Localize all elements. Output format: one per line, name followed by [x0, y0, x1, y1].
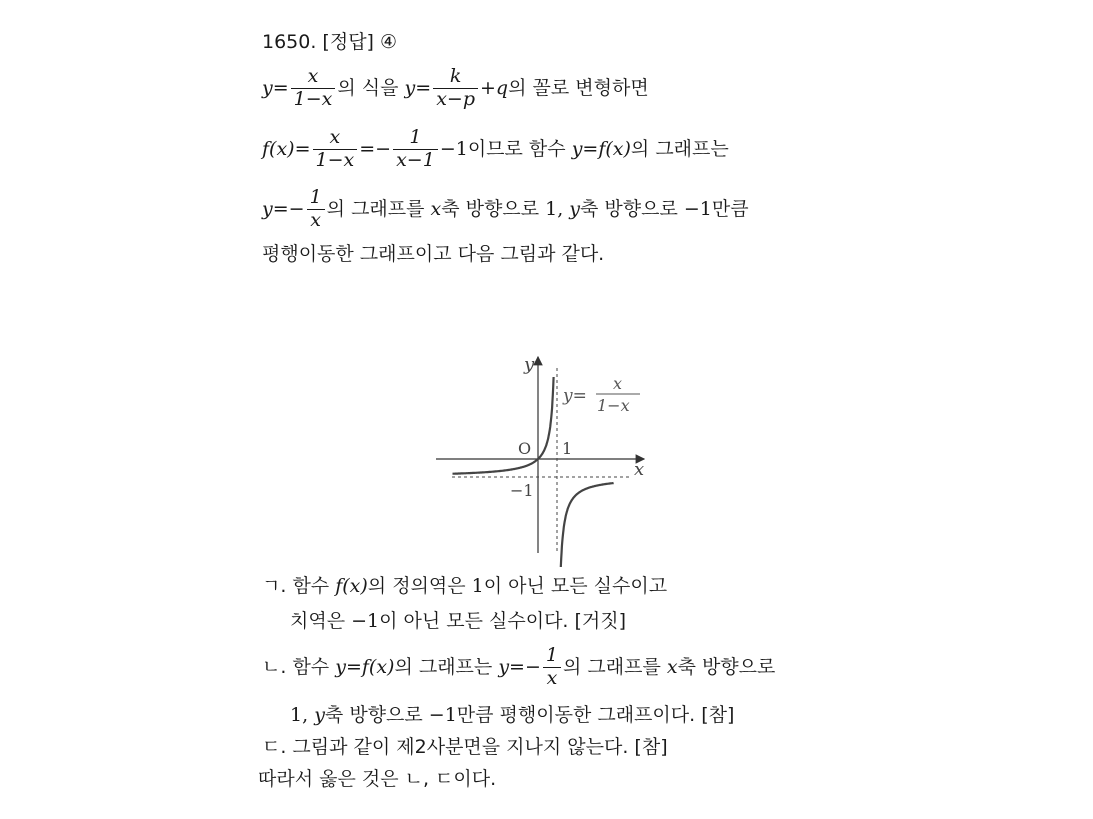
- text-segment: 의 그래프를: [562, 655, 661, 678]
- math-plus-q: +q: [480, 76, 509, 99]
- math-y: y: [569, 197, 581, 220]
- math-y: y: [314, 704, 325, 726]
- y-tick-label: −1: [510, 481, 534, 500]
- text-segment: 의 그래프를: [326, 197, 425, 220]
- fraction-denominator: 1−x: [293, 87, 333, 110]
- fraction-numerator: k: [449, 65, 462, 87]
- math-neg-one: −1: [351, 610, 380, 632]
- origin-label: O: [518, 439, 532, 458]
- curve-label-denominator: 1−x: [597, 396, 630, 415]
- math-neg-one: −1: [428, 704, 457, 726]
- math-fx: f(x): [262, 137, 295, 160]
- text-segment: 의 정의역은: [367, 575, 466, 597]
- problem-header: 1650. [정답] ④: [262, 31, 398, 53]
- math-x: x: [666, 655, 678, 678]
- fraction-numerator: 1: [545, 644, 558, 666]
- text-segment: 축 방향으로: [580, 197, 678, 220]
- math-y: y: [262, 76, 273, 99]
- text-line-4: 평행이동한 그래프이고 다음 그림과 같다.: [262, 243, 605, 265]
- fraction-denominator: x−p: [436, 87, 476, 110]
- text-segment: 이 아닌 모든 실수이고: [483, 575, 668, 597]
- text-segment: 함수: [292, 575, 330, 597]
- math-one: 1,: [545, 197, 564, 220]
- math-one: 1: [471, 575, 484, 597]
- curve-label-numerator: x: [613, 374, 623, 393]
- math-x: x: [430, 197, 442, 220]
- fraction-denominator: 1−x: [315, 148, 355, 171]
- x-axis-label: x: [634, 459, 645, 480]
- math-y-equals-minus: y=−: [498, 655, 541, 678]
- item-n-line-2: [290, 706, 734, 725]
- text-segment: 만큼 평행이동한 그래프이다. [참]: [456, 704, 735, 726]
- math-neg-one: −1: [683, 197, 712, 220]
- fraction-numerator: x: [307, 65, 319, 87]
- text-segment: 축 방향으로: [441, 197, 540, 220]
- text-segment: 의 꼴로 변형하면: [508, 76, 649, 99]
- fraction-denominator: x: [546, 666, 558, 689]
- text-line-2: f(x)= $\frac{x}{1-x}$ =− $\frac{1}{x-1}$ −1이므로 함수 y=f(x)의 그래프는: [262, 126, 729, 171]
- math-minus-1: −1: [439, 137, 468, 160]
- item-n-line-1: [262, 645, 775, 690]
- text-segment: 치역은: [290, 610, 346, 632]
- text-segment: 이 아닌 모든 실수이다. [거짓]: [379, 610, 627, 632]
- curve-branch-right: [561, 483, 614, 567]
- math-one: 1,: [290, 704, 309, 726]
- curve-label-y: y=: [563, 386, 587, 406]
- math-equals-minus: =−: [359, 137, 392, 160]
- math-y: y: [404, 76, 416, 99]
- fraction-numerator: x: [329, 126, 341, 148]
- fraction-denominator: x−1: [396, 148, 435, 171]
- bullet-n: ㄴ.: [262, 655, 287, 678]
- fraction-numerator: 1: [409, 126, 422, 148]
- item-d: ㄷ. 그림과 같이 제2사분면을 지나지 않는다. [참]: [262, 736, 668, 758]
- math-equals: =: [272, 76, 289, 99]
- item-g-line-2: [290, 612, 626, 631]
- y-axis-label: y: [524, 354, 535, 375]
- conclusion: 따라서 옳은 것은 ㄴ, ㄷ이다.: [258, 768, 497, 790]
- text-segment: 의 그래프는: [630, 137, 729, 160]
- text-segment: 축 방향으로: [324, 704, 423, 726]
- text-segment: 축 방향으로: [677, 655, 776, 678]
- text-segment: 의 식을: [337, 76, 399, 99]
- text-segment: 함수: [292, 655, 330, 678]
- math-equals: =: [415, 76, 432, 99]
- math-y-equals-minus: y=−: [262, 197, 305, 220]
- bullet-g: ㄱ.: [262, 575, 287, 597]
- text-segment: 이므로 함수: [467, 137, 566, 160]
- math-y-fx: y=f(x): [571, 137, 631, 160]
- math-y-fx: y=f(x): [335, 655, 395, 678]
- fraction-denominator: x: [310, 208, 321, 231]
- fraction-numerator: 1: [309, 186, 322, 208]
- text-segment: 만큼: [711, 197, 749, 220]
- item-g-line-1: [262, 577, 667, 596]
- x-tick-label: 1: [562, 439, 573, 458]
- fraction-1-over-x: [543, 645, 561, 690]
- text-segment: 의 그래프는: [394, 655, 493, 678]
- math-fx: f(x): [335, 575, 368, 597]
